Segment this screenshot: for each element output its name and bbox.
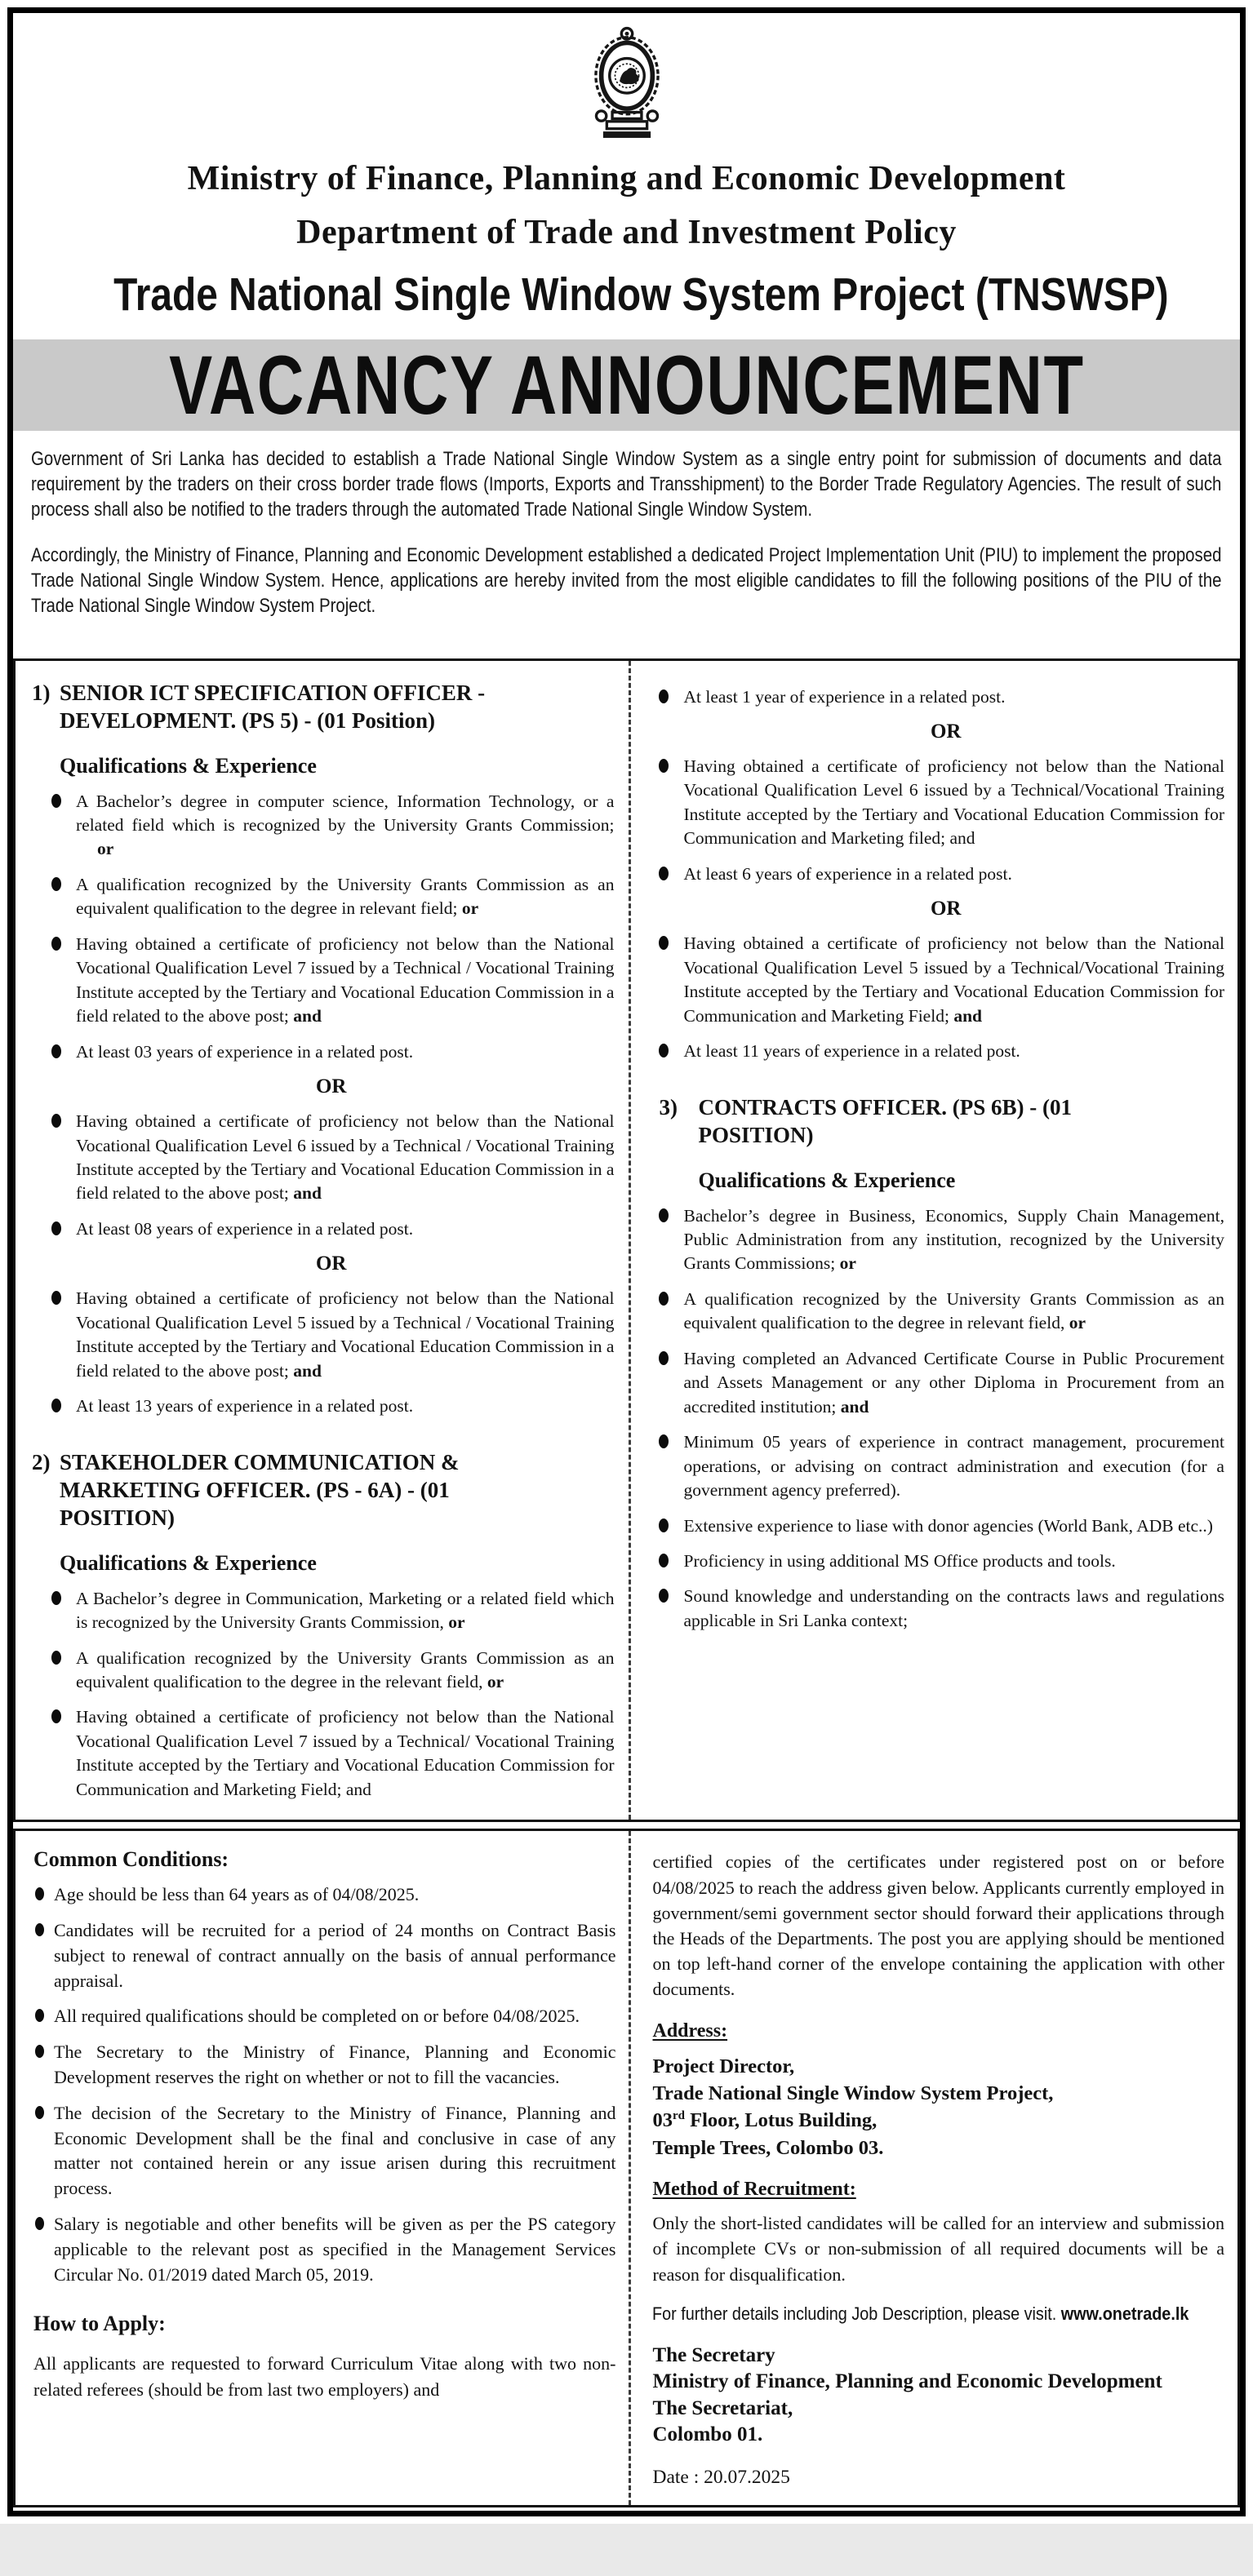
position-3-qualifications-subheading: Qualifications & Experience bbox=[698, 1168, 956, 1192]
or-separator: OR bbox=[930, 720, 962, 743]
bullet-paragraph: Age should be less than 64 years as of 04/08/2025. bbox=[54, 1884, 420, 1905]
bullet-icon bbox=[51, 1651, 61, 1665]
bullet-paragraph bbox=[683, 932, 1224, 1028]
bullet-connector: or bbox=[97, 839, 114, 859]
position-3-number: 3) bbox=[659, 1094, 678, 1120]
position-1-title: SENIOR ICT SPECIFICATION OFFICER - DEVELOPMENT. (PS 5) - (01 Position) bbox=[60, 680, 486, 733]
bullet-paragraph bbox=[76, 933, 614, 1029]
bullet-icon bbox=[51, 1591, 61, 1605]
bullet-icon bbox=[51, 1114, 61, 1128]
bullet-connector: and bbox=[953, 1005, 982, 1026]
method-of-recruitment-paragraph: Only the short-listed candidates will be called for an interview and submission of incomplete CVs or non-submission of all required documents will be a reason for disqualification. bbox=[652, 2213, 1224, 2285]
bullet-icon bbox=[35, 2045, 44, 2058]
bullet-paragraph bbox=[76, 1217, 614, 1241]
bullet-icon bbox=[659, 1434, 669, 1448]
bullet-paragraph bbox=[683, 1514, 1224, 1538]
list-item bbox=[32, 933, 614, 1029]
bullet-icon bbox=[51, 1399, 61, 1412]
address-floor-number: 03 bbox=[652, 2109, 673, 2132]
signature-line-4: Colombo 01. bbox=[652, 2423, 763, 2446]
signature-line-1: The Secretary bbox=[652, 2343, 775, 2366]
list-item bbox=[651, 1040, 1224, 1063]
bullet-text: At least 03 years of experience in a related post. bbox=[76, 1041, 414, 1062]
bullet-text: Having obtained a certificate of proficiency not below than the National Vocational Qualification Level 7 issued by a Technical / Vocational Training Institute accepted by the Tertiary and Vocational Education Commission in a field related to the above post; bbox=[76, 933, 615, 1026]
bullet-icon bbox=[659, 1044, 669, 1057]
project-title bbox=[13, 268, 1240, 321]
or-separator: OR bbox=[315, 1075, 347, 1098]
bullet-icon bbox=[35, 1923, 44, 1936]
bullet-text: A qualification recognized by the University Grants Commission as an equivalent qualification to the degree in the relevant field, bbox=[76, 1647, 615, 1692]
list-item bbox=[32, 1647, 614, 1695]
positions-box bbox=[13, 658, 1240, 1823]
apply-continuation-paragraph: certified copies of the certificates under registered post on or before 04/08/2025 to reach the address given below. Applicants currently employed in government/semi government sector should forward their applications through the Heads of the Departments. The post you are applying should be mentioned on top left-hand corner of the envelope containing the application with other documents. bbox=[652, 1851, 1224, 2000]
bullet-text: A qualification recognized by the University Grants Commission as an equivalent qualification to the degree in relevant field, bbox=[683, 1288, 1224, 1333]
positions-left-column bbox=[16, 661, 631, 1820]
bullet-paragraph bbox=[683, 862, 1224, 886]
further-details-line bbox=[652, 2303, 1221, 2325]
bullet-connector: or bbox=[461, 898, 479, 919]
bullet-paragraph bbox=[76, 1705, 614, 1802]
department-title: Department of Trade and Investment Policy bbox=[296, 214, 957, 252]
bullet-paragraph bbox=[76, 790, 614, 862]
bullet-paragraph: The Secretary to the Ministry of Finance, Planning and Economic Development reserves the right on whether or not to fill the vacancies. bbox=[54, 2042, 616, 2088]
position-2-title: STAKEHOLDER COMMUNICATION & MARKETING OFFICER. (PS - 6A) - (01 POSITION) bbox=[60, 1449, 460, 1530]
vacancy-banner-text: VACANCY ANNOUNCEMENT bbox=[168, 339, 1085, 432]
document-header bbox=[13, 13, 1240, 431]
bullet-paragraph bbox=[683, 1040, 1224, 1063]
conditions-apply-box bbox=[13, 1829, 1240, 2507]
how-to-apply-heading: How to Apply: bbox=[33, 2312, 166, 2336]
bullet-text: Extensive experience to liase with donor agencies (World Bank, ADB etc..) bbox=[683, 1515, 1213, 1536]
bullet-connector: or bbox=[448, 1612, 465, 1633]
method-of-recruitment-heading: Method of Recruitment: bbox=[652, 2179, 856, 2201]
bullet-icon bbox=[35, 2009, 44, 2022]
bullet-icon bbox=[51, 937, 61, 951]
or-separator: OR bbox=[315, 1253, 347, 1275]
address-line-2: Trade National Single Window System Project, bbox=[652, 2082, 1054, 2105]
list-item bbox=[32, 1287, 614, 1383]
bullet-connector: or bbox=[1069, 1313, 1086, 1333]
position-2-qualifications-subheading: Qualifications & Experience bbox=[60, 1550, 317, 1575]
bullet-icon bbox=[35, 1887, 44, 1900]
signature-line-2: Ministry of Finance, Planning and Economic Development bbox=[652, 2370, 1162, 2393]
bullet-icon bbox=[51, 1044, 61, 1058]
bullet-icon bbox=[659, 759, 669, 773]
bullet-connector: or bbox=[487, 1672, 504, 1692]
bullet-paragraph bbox=[683, 1347, 1224, 1419]
bullet-text: Having obtained a certificate of proficiency not below than the National Vocational Qualification Level 6 issued by a Technical / Vocational Training Institute accepted by the Tertiary and Vocational Education Commission in a field related to the above post; bbox=[76, 1111, 615, 1204]
signature-line-3: The Secretariat, bbox=[652, 2396, 793, 2419]
bullet-text: Sound knowledge and understanding on the contracts laws and regulations applicable in Sri Lanka context; bbox=[683, 1586, 1224, 1630]
bullet-paragraph bbox=[683, 685, 1224, 709]
onetrade-website-link[interactable]: www.onetrade.lk bbox=[1061, 2303, 1189, 2324]
vacancy-banner bbox=[13, 339, 1240, 431]
bullet-text: Having obtained a certificate of proficiency not below than the National Vocational Qualification Level 5 issued by a Technical/Vocational Training Institute accepted by the Tertiary and Vocational Education Commission for Communication and Marketing Field; bbox=[683, 933, 1224, 1026]
list-item bbox=[32, 1394, 614, 1418]
introduction bbox=[13, 431, 1240, 645]
list-item bbox=[651, 1550, 1224, 1573]
bullet-paragraph bbox=[683, 1204, 1224, 1276]
address-ordinal-suffix: rd bbox=[672, 2109, 685, 2123]
bullet-icon bbox=[659, 936, 669, 950]
further-details-text: For further details including Job Description, please visit. bbox=[652, 2303, 1062, 2324]
bullet-icon bbox=[35, 2217, 44, 2230]
list-item bbox=[651, 1204, 1224, 1276]
bullet-icon bbox=[51, 877, 61, 891]
bullet-text: Minimum 05 years of experience in contract management, procurement operations, or advising on contract administration and execution (for a government agency preferred). bbox=[683, 1432, 1224, 1501]
list-item bbox=[651, 685, 1224, 709]
bullet-icon bbox=[659, 1292, 669, 1306]
position-2-number: 2) bbox=[32, 1449, 51, 1474]
bullet-paragraph bbox=[683, 1288, 1224, 1336]
bullet-paragraph bbox=[683, 1585, 1224, 1633]
bullet-text: Having obtained a certificate of proficiency not below than the National Vocational Qualification Level 6 issued by a Technical/Vocational Training Institute accepted by the Tertiary and Vocational Education Commission for Communication and Marketing filed; and bbox=[683, 756, 1224, 849]
bullet-text: At least 08 years of experience in a related post. bbox=[76, 1218, 414, 1239]
bullet-icon bbox=[51, 1291, 61, 1305]
bullet-paragraph bbox=[76, 1647, 614, 1695]
bullet-paragraph bbox=[683, 1430, 1224, 1502]
list-item bbox=[33, 1918, 615, 1993]
bullet-paragraph: Salary is negotiable and other benefits will be given as per the PS category applicable to the relevant post as specified in the Management Services Circular No. 01/2019 dated March 05, 2019. bbox=[54, 2214, 616, 2285]
bullet-text: At least 11 years of experience in a related post. bbox=[683, 1041, 1020, 1062]
sri-lanka-national-emblem-icon bbox=[13, 24, 1240, 145]
apply-column bbox=[631, 1831, 1237, 2505]
bullet-connector: and bbox=[293, 1006, 322, 1026]
bullet-icon bbox=[51, 794, 61, 808]
bullet-icon bbox=[659, 1351, 669, 1365]
bullet-icon bbox=[35, 2106, 44, 2119]
bullet-paragraph: All required qualifications should be completed on or before 04/08/2025. bbox=[54, 2006, 580, 2027]
or-separator: OR bbox=[930, 898, 962, 920]
bullet-paragraph bbox=[683, 1550, 1224, 1573]
bullet-text: At least 6 years of experience in a related post. bbox=[683, 863, 1012, 884]
intro-paragraph-1: Government of Sri Lanka has decided to establish a Trade National Single Window System as a single entry point for submission of documents and data requirement by the traders on their cross border trade flows (Imports, Exports and Transshipment) to the Border Trade Regulatory Agencies. The result of such process shall also be notified to the traders through the automated Trade National Single Window System. bbox=[31, 448, 1222, 521]
date-line: Date : 20.07.2025 bbox=[652, 2466, 790, 2488]
address-line-4: Temple Trees, Colombo 03. bbox=[652, 2136, 884, 2159]
bullet-text: Having completed an Advanced Certificate Course in Public Procurement and Assets Management or any other Diploma in Procurement from an accredited institution; bbox=[683, 1348, 1224, 1417]
bullet-icon bbox=[659, 1589, 669, 1603]
list-item bbox=[651, 1514, 1224, 1538]
bullet-connector: and bbox=[840, 1396, 869, 1417]
bullet-paragraph bbox=[683, 755, 1224, 851]
bullet-paragraph bbox=[76, 1394, 614, 1418]
bullet-paragraph: The decision of the Secretary to the Ministry of Finance, Planning and Economic Development shall be the final and conclusive in case of any matter not contained herein or any issue arisen during this recruitment process. bbox=[54, 2102, 616, 2199]
bullet-text: At least 13 years of experience in a related post. bbox=[76, 1396, 414, 1417]
address-line-3 bbox=[652, 2108, 1224, 2133]
bullet-paragraph bbox=[76, 1287, 614, 1383]
list-item bbox=[651, 1347, 1224, 1419]
list-item bbox=[33, 2040, 615, 2091]
list-item bbox=[33, 2004, 615, 2029]
list-item bbox=[32, 1587, 614, 1635]
list-item bbox=[32, 1040, 614, 1064]
list-item bbox=[32, 1110, 614, 1206]
signature-block bbox=[652, 2343, 1224, 2449]
bullet-text: Proficiency in using additional MS Office products and tools. bbox=[683, 1550, 1116, 1571]
bullet-text: Having obtained a certificate of proficiency not below than the National Vocational Qualification Level 5 issued by a Technical / Vocational Training Institute accepted by the Tertiary and Vocational Education Commission in a field related to the above post; bbox=[76, 1288, 615, 1381]
list-item bbox=[651, 932, 1224, 1028]
list-item bbox=[651, 1585, 1224, 1633]
bullet-text: A qualification recognized by the University Grants Commission as an equivalent qualification to the degree in relevant field; bbox=[76, 874, 615, 919]
list-item bbox=[651, 862, 1224, 886]
list-item bbox=[32, 790, 614, 862]
position-2-heading bbox=[32, 1448, 614, 1532]
list-item bbox=[33, 2212, 615, 2287]
list-item bbox=[32, 1705, 614, 1802]
conditions-column bbox=[16, 1831, 631, 2505]
bullet-icon bbox=[51, 1709, 61, 1723]
bullet-icon bbox=[51, 1221, 61, 1235]
bullet-icon bbox=[659, 1519, 669, 1532]
list-item bbox=[651, 1288, 1224, 1336]
bullet-connector: and bbox=[293, 1183, 322, 1204]
position-3-title: CONTRACTS OFFICER. (PS 6B) - (01 POSITION) bbox=[698, 1094, 1072, 1147]
bullet-text: A Bachelor’s degree in Communication, Marketing or a related field which is recognized by the University Grants Commission, bbox=[76, 1588, 615, 1633]
list-item bbox=[651, 755, 1224, 851]
bullet-paragraph bbox=[76, 1110, 614, 1206]
bullet-paragraph: Candidates will be recruited for a period of 24 months on Contract Basis subject to renewal of contract annually on the basis of annual performance appraisal. bbox=[54, 1920, 616, 1991]
bullet-text: Bachelor’s degree in Business, Economics, Supply Chain Management, Public Administration from any institution, recognized by the University Grants Commissions; bbox=[683, 1205, 1224, 1274]
ministry-title: Ministry of Finance, Planning and Economic Development bbox=[187, 160, 1066, 197]
position-1-heading bbox=[32, 679, 614, 734]
position-3-heading bbox=[651, 1093, 1224, 1149]
vacancy-announcement-page bbox=[7, 7, 1246, 2516]
bullet-connector: and bbox=[293, 1360, 322, 1381]
bullet-text: At least 1 year of experience in a related post. bbox=[683, 686, 1006, 707]
address-line-1: Project Director, bbox=[652, 2055, 795, 2077]
bullet-icon bbox=[659, 689, 669, 703]
bullet-paragraph bbox=[76, 873, 614, 921]
common-conditions-heading: Common Conditions: bbox=[33, 1847, 229, 1872]
bullet-paragraph bbox=[76, 1040, 614, 1064]
position-1-number: 1) bbox=[32, 680, 51, 705]
positions-right-column bbox=[631, 661, 1237, 1820]
list-item bbox=[32, 1217, 614, 1241]
address-heading: Address: bbox=[652, 2020, 728, 2042]
address-floor-text: Floor, Lotus Building, bbox=[684, 2109, 878, 2132]
bullet-paragraph bbox=[76, 1587, 614, 1635]
position-1-qualifications-subheading: Qualifications & Experience bbox=[60, 753, 317, 778]
how-to-apply-paragraph: All applicants are requested to forward Curriculum Vitae along with two non-related referees (should be from last two employers) and bbox=[33, 2353, 616, 2400]
project-title-text: Trade National Single Window System Project (TNSWSP) bbox=[113, 268, 1169, 321]
bullet-connector: or bbox=[839, 1253, 856, 1274]
intro-paragraph-2: Accordingly, the Ministry of Finance, Planning and Economic Development established a dedicated Project Implementation Unit (PIU) to implement the proposed Trade National Single Window System. Hence, applications are hereby invited from the most eligible candidates to fill the following positions of the PIU of the Trade National Single Window System Project. bbox=[31, 544, 1222, 617]
bullet-icon bbox=[659, 1208, 669, 1222]
list-item bbox=[651, 1430, 1224, 1502]
list-item bbox=[33, 2101, 615, 2201]
list-item bbox=[32, 873, 614, 921]
bullet-text: Having obtained a certificate of proficiency not below than the National Vocational Qualification Level 7 issued by a Technical/ Vocational Training Institute accepted by the Tertiary and Vocational Education Commission for Communication and Marketing Field; and bbox=[76, 1707, 615, 1799]
bullet-icon bbox=[659, 1554, 669, 1567]
bullet-text: A Bachelor’s degree in computer science, Information Technology, or a related field which is recognized by the University Grants Commission; bbox=[76, 791, 615, 836]
bullet-icon bbox=[659, 867, 669, 880]
list-item bbox=[33, 1882, 615, 1908]
